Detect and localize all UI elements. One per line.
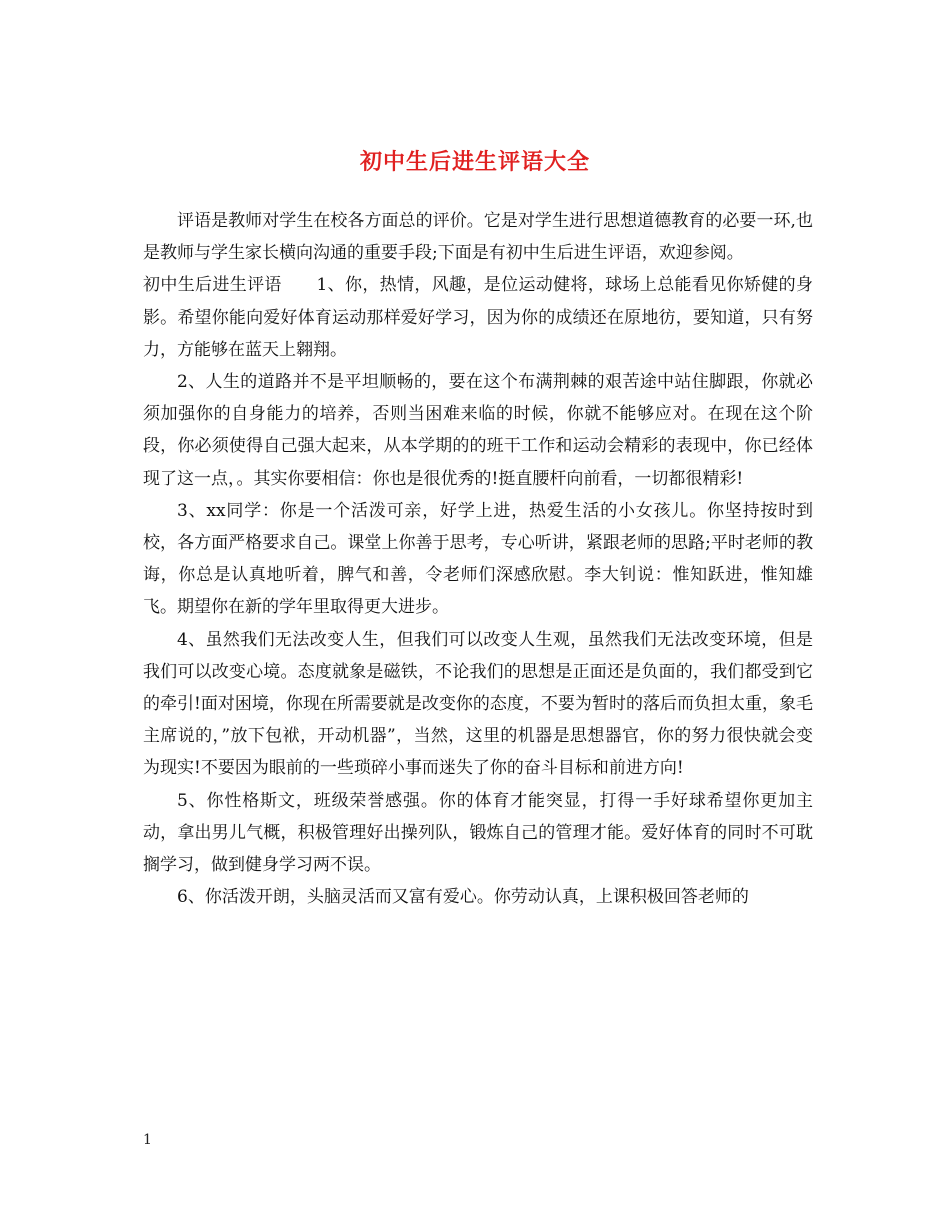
paragraph-comment-3: 3、xx同学：你是一个活泼可亲，好学上进，热爱生活的小女孩儿。你坚持按时到校，各方面严格要求自己。课堂上你善于思考，专心听讲，紧跟老师的思路;平时老师的教诲，你总是认真地听着，脾气和善，令老师们深感欣慰。李大钊说：惟知跃进，惟知雄飞。期望你在新的学年里取得更大进步。 <box>143 500 813 618</box>
paragraph-comment-6: 6、你活泼开朗，头脑灵活而又富有爱心。你劳动认真，上课积极回答老师的 <box>177 887 749 908</box>
paragraph-intro: 评语是教师对学生在校各方面总的评价。它是对学生进行思想道德教育的必要一环,也是教师与学生家长横向沟通的重要手段;下面是有初中生后进生评语，欢迎参阅。 <box>143 211 813 264</box>
paragraph-comment-2: 2、人生的道路并不是平坦顺畅的，要在这个布满荆棘的艰苦途中站住脚跟，你就必须加强你的自身能力的培养，否则当困难来临的时候，你就不能够应对。在现在这个阶段，你必须使得自己强大起来，从本学期的的班干工作和运动会精彩的表现中，你已经体现了这一点，。其实你要相信：你也是很优秀的!挺直腰杆向前看，一切都很精彩! <box>143 372 813 489</box>
page-number: 1 <box>143 1132 152 1148</box>
paragraph-comment-4: 4、虽然我们无法改变人生，但我们可以改变人生观，虽然我们无法改变环境，但是我们可以改变心境。态度就象是磁铁，不论我们的思想是正面还是负面的，我们都受到它的牵引!面对困境，你现在所需要就是改变你的态度，不要为暂时的落后而负担太重，象毛主席说的，”放下包袱，开动机器”，当然，这里的机器是思想器官，你的努力很快就会变为现实!不要因为眼前的一些琐碎小事而迷失了你的奋斗目标和前进方向! <box>143 629 813 779</box>
paragraph-comment-1: 初中生后进生评语 1、你，热情，风趣，是位运动健将，球场上总能看见你矫健的身影。希望你能向爱好体育运动那样爱好学习，因为你的成绩还在原地彷，要知道，只有努力，方能够在蓝天上翱翔。 <box>143 275 813 360</box>
document-title: 初中生后进生评语大全 <box>359 148 590 175</box>
document-body <box>143 205 813 913</box>
paragraph-comment-5: 5、你性格斯文，班级荣誉感强。你的体育才能突显，打得一手好球希望你更加主动，拿出男儿气概，积极管理好出操列队，锻炼自己的管理才能。爱好体育的同时不可耽搁学习，做到健身学习两不误。 <box>143 790 813 876</box>
